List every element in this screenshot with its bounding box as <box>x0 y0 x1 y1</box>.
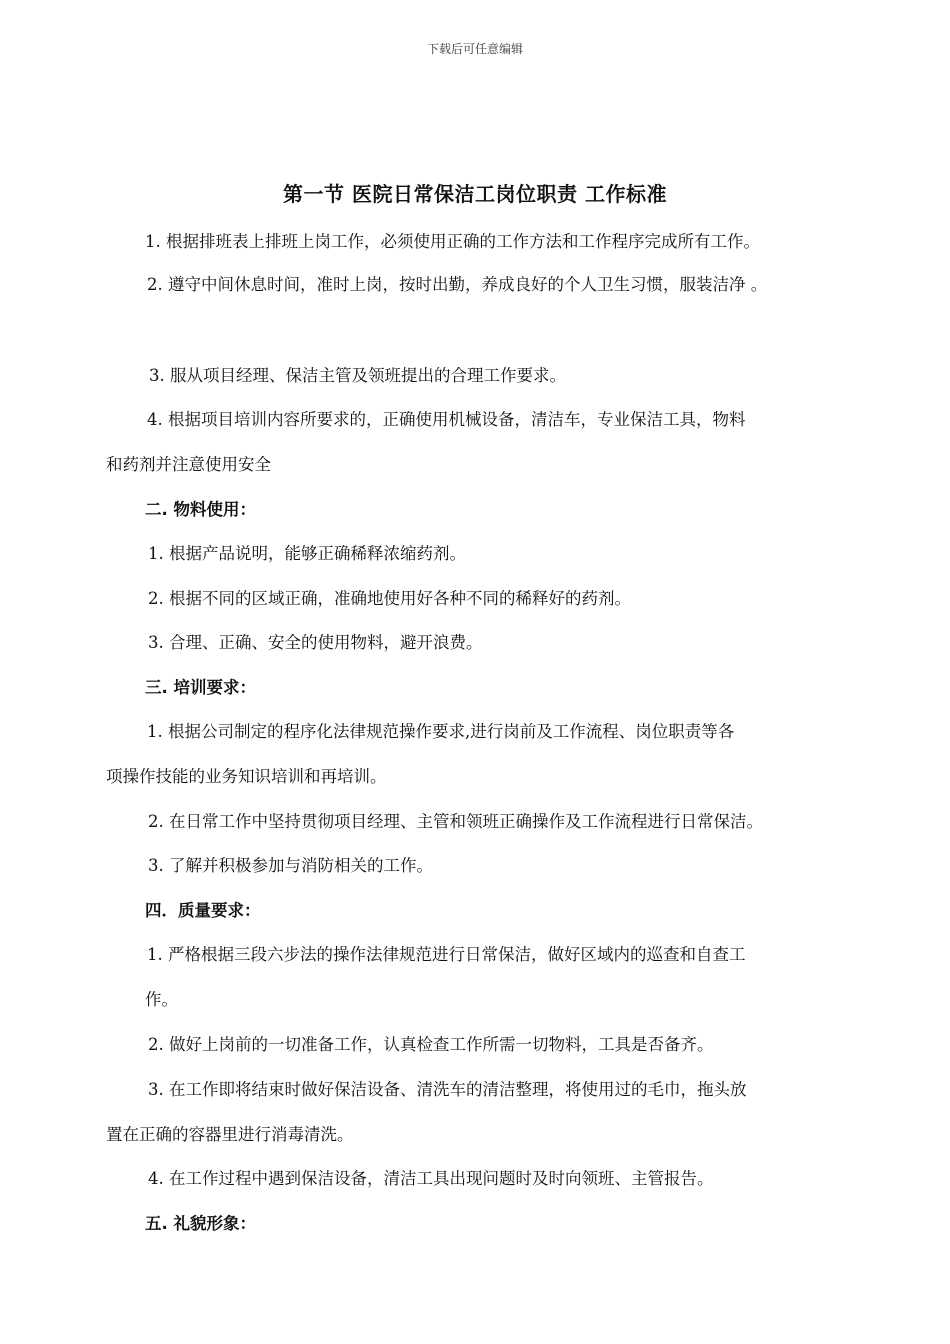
quality-item-1-cont: 作。 <box>145 990 178 1009</box>
quality-item-4: 4. 在工作过程中遇到保洁设备，清洁工具出现问题时及时向领班、主管报告。 <box>148 1169 714 1188</box>
training-item-1-cont: 项操作技能的业务知识培训和再培训。 <box>106 767 387 786</box>
training-item-3: 3. 了解并积极参加与消防相关的工作。 <box>148 856 433 875</box>
duty-item-3: 3. 服从项目经理、保洁主管及领班提出的合理工作要求。 <box>149 366 566 385</box>
training-item-1: 1. 根据公司制定的程序化法律规范操作要求,进行岗前及工作流程、岗位职责等各 <box>147 722 735 741</box>
header-note: 下载后可任意编辑 <box>426 42 523 56</box>
materials-item-2: 2. 根据不同的区域正确，准确地使用好各种不同的稀释好的药剂。 <box>148 589 631 608</box>
quality-item-3-cont: 置在正确的容器里进行消毒清洗。 <box>106 1125 354 1144</box>
page-title: 第一节 医院日常保洁工岗位职责 工作标准 <box>283 182 667 206</box>
quality-item-3: 3. 在工作即将结束时做好保洁设备、清洗车的清洁整理，将使用过的毛巾，拖头放 <box>148 1080 747 1099</box>
training-item-2: 2. 在日常工作中坚持贯彻项目经理、主管和领班正确操作及工作流程进行日常保洁。 <box>148 812 763 831</box>
duty-item-1: 1. 根据排班表上排班上岗工作，必须使用正确的工作方法和工作程序完成所有工作。 <box>145 232 760 251</box>
section-heading-quality: 四．质量要求： <box>145 901 261 920</box>
materials-item-3: 3. 合理、正确、安全的使用物料，避开浪费。 <box>148 633 483 652</box>
duty-item-2: 2. 遵守中间休息时间，准时上岗，按时出勤，养成良好的个人卫生习惯，服装洁净 。 <box>147 275 768 294</box>
quality-item-1: 1. 严格根据三段六步法的操作法律规范进行日常保洁，做好区域内的巡查和自查工 <box>147 945 746 964</box>
section-heading-etiquette: 五. 礼貌形象： <box>145 1214 257 1233</box>
quality-item-2: 2. 做好上岗前的一切准备工作，认真检查工作所需一切物料，工具是否备齐。 <box>148 1035 714 1054</box>
duty-item-4: 4. 根据项目培训内容所要求的，正确使用机械设备，清洁车，专业保洁工具，物料 <box>147 410 746 429</box>
duty-item-4-cont: 和药剂并注意使用安全 <box>106 455 271 474</box>
section-heading-training: 三. 培训要求： <box>145 678 257 697</box>
section-heading-materials: 二. 物料使用： <box>145 500 257 519</box>
materials-item-1: 1. 根据产品说明，能够正确稀释浓缩药剂。 <box>148 544 466 563</box>
